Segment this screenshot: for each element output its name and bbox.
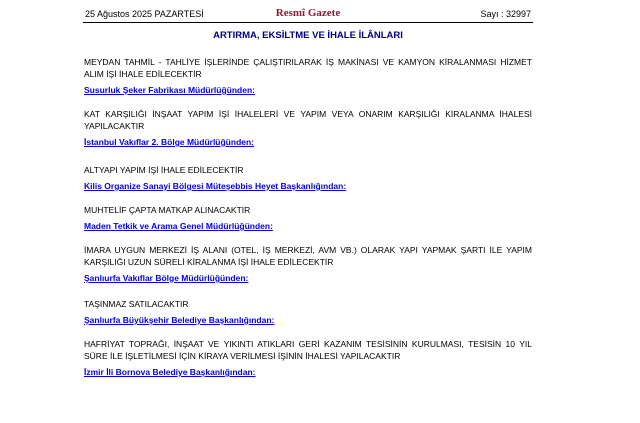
- announcement-link[interactable]: İstanbul Vakıflar 2. Bölge Müdürlüğünden:: [84, 137, 255, 147]
- gazette-name: Resmî Gazete: [275, 7, 341, 19]
- announcement-title: MUHTELİF ÇAPTA MATKAP ALINACAKTIR: [84, 205, 251, 215]
- announcement-item: [84, 204, 532, 244]
- announcement-item: [84, 298, 532, 338]
- header-issue-number: Sayı : 32997: [480, 9, 531, 19]
- announcement-link[interactable]: İzmir İli Bornova Belediye Başkanlığından:: [84, 367, 256, 377]
- announcement-item: [84, 108, 532, 164]
- announcement-title: TAŞINMAZ SATILACAKTIR: [84, 299, 189, 309]
- announcement-link[interactable]: Şanlıurfa Büyükşehir Belediye Başkanlığından:: [84, 315, 275, 325]
- announcement-title: İMARA UYGUN MERKEZİ İŞ ALANI (OTEL, İŞ MERKEZİ, AVM VB.) OLARAK YAPI YAPMAK ŞARTI İLE YAPIM KARŞILIĞI UZUN SÜRELİ KİRALANMA İŞİ İHALE EDİLECEKTİR: [84, 245, 532, 267]
- section-title: ARTIRMA, EKSİLTME VE İHALE İLÂNLARI: [213, 30, 403, 41]
- announcement-title: HAFRİYAT TOPRAĞI, İNŞAAT VE YIKINTI ATIKLARI GERİ KAZANIM TESİSİNİN KURULMASI, TESİSİN 10 YIL SÜRE İLE İŞLETİLMESİ İÇİN KİRAYA VERİLMESİ İŞİNİN İHALESİ YAPILACAKTIR: [84, 339, 532, 361]
- gazette-header: [83, 6, 533, 23]
- announcement-link[interactable]: Susurluk Şeker Fabrikası Müdürlüğünden:: [84, 85, 255, 95]
- announcement-link[interactable]: Kilis Organize Sanayi Bölgesi Müteşebbis Heyet Başkanlığından:: [84, 181, 347, 191]
- announcement-item: [84, 338, 532, 380]
- announcement-item: [84, 244, 532, 298]
- announcement-title: ALTYAPI YAPIM İŞİ İHALE EDİLECEKTİR: [84, 165, 244, 175]
- announcement-list: [84, 56, 532, 380]
- header-date: 25 Ağustos 2025 PAZARTESİ: [85, 9, 204, 19]
- announcement-link[interactable]: Maden Tetkik ve Arama Genel Müdürlüğünden:: [84, 221, 273, 231]
- announcement-link[interactable]: Şanlıurfa Vakıflar Bölge Müdürlüğünden:: [84, 273, 249, 283]
- announcement-title: KAT KARŞILIĞI İNŞAAT YAPIM İŞİ İHALELERİ VE YAPIM VEYA ONARIM KARŞILIĞI KİRALANMA İHALESİ YAPILACAKTIR: [84, 109, 532, 131]
- announcement-item: [84, 56, 532, 108]
- announcement-item: [84, 164, 532, 204]
- announcement-title: MEYDAN TAHMİL - TAHLİYE İŞLERİNDE ÇALIŞTIRILARAK İŞ MAKİNASI VE KAMYON KİRALANMASI HİZMET ALIM İŞİ İHALE EDİLECEKTİR: [84, 57, 532, 79]
